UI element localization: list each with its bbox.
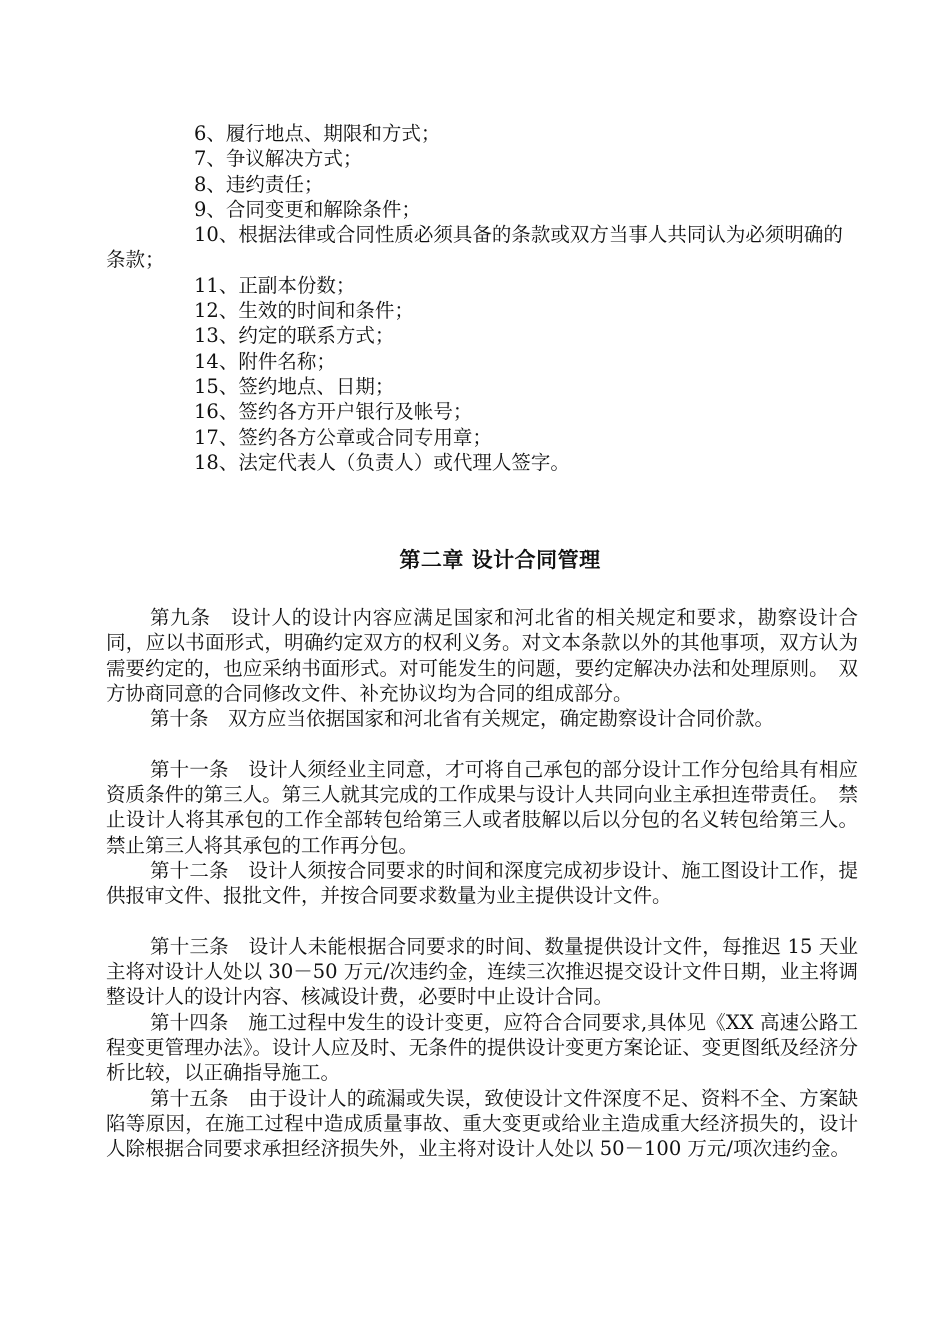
article-paragraph: 第十一条 设计人须经业主同意，才可将自己承包的部分设计工作分包给具有相应资质条件的第三人。第三人就其完成的工作成果与设计人共同向业主承担连带责任。 禁止设计人将其承包的工作全部转包给第三人或者肢解以后以分包的名义转包给第三人。禁止第三人将其承包的工作再分包。: [106, 757, 858, 857]
list-item: 12、生效的时间和条件；: [194, 299, 414, 323]
list-item: 17、签约各方公章或合同专用章；: [194, 425, 492, 449]
list-item: 15、签约地点、日期；: [194, 374, 395, 398]
list-item: 9、合同变更和解除条件；: [194, 197, 421, 221]
list-item: 18、法定代表人（负责人）或代理人签字。: [194, 450, 570, 474]
list-item: 14、附件名称；: [194, 349, 336, 373]
list-item: 11、正副本份数；: [194, 273, 356, 297]
list-item: 16、签约各方开户银行及帐号；: [194, 400, 473, 424]
article-paragraph: 第十五条 由于设计人的疏漏或失误，致使设计文件深度不足、资料不全、方案缺陷等原因，在施工过程中造成质量事故、重大变更或给业主造成重大经济损失的，设计人除根据合同要求承担经济损失外，业主将对设计人处以 50－100 万元/项次违约金。: [106, 1086, 858, 1161]
chapter-heading: 第二章 设计合同管理: [399, 548, 601, 572]
article-paragraph: 第十二条 设计人须按合同要求的时间和深度完成初步设计、施工图设计工作，提供报审文件、报批文件，并按合同要求数量为业主提供设计文件。: [106, 858, 858, 908]
article-paragraph: 第九条 设计人的设计内容应满足国家和河北省的相关规定和要求，勘察设计合同，应以书面形式，明确约定双方的权利义务。对文本条款以外的其他事项，双方认为需要约定的，也应采纳书面形式。对可能发生的问题，要约定解决办法和处理原则。 双方协商同意的合同修改文件、补充协议均为合同的组成部分。: [106, 606, 858, 705]
article-paragraph: 第十条 双方应当依据国家和河北省有关规定，确定勘察设计合同价款。: [150, 707, 775, 731]
article-paragraph: 第十三条 设计人未能根据合同要求的时间、数量提供设计文件，每推迟 15 天业主将对设计人处以 30－50 万元/次违约金，连续三次推迟提交设计文件日期，业主将调整设计人的设计内容、核减设计费，必要时中止设计合同。: [106, 934, 858, 1009]
list-item: 8、违约责任；: [194, 172, 324, 196]
list-item: 10、根据法律或合同性质必须具备的条款或双方当事人共同认为必须明确的条款；: [106, 223, 843, 272]
list-item: 13、约定的联系方式；: [194, 324, 395, 348]
list-item: 6、履行地点、期限和方式；: [194, 122, 441, 145]
list-item: 7、争议解决方式；: [194, 147, 363, 171]
article-paragraph: 第十四条 施工过程中发生的设计变更，应符合合同要求,具体见《XX 高速公路工程变更管理办法》。设计人应及时、无条件的提供设计变更方案论证、变更图纸及经济分析比较，以正确指导施工。: [106, 1010, 858, 1085]
article-body: [106, 605, 858, 1162]
contract-clause-list: [106, 121, 846, 475]
